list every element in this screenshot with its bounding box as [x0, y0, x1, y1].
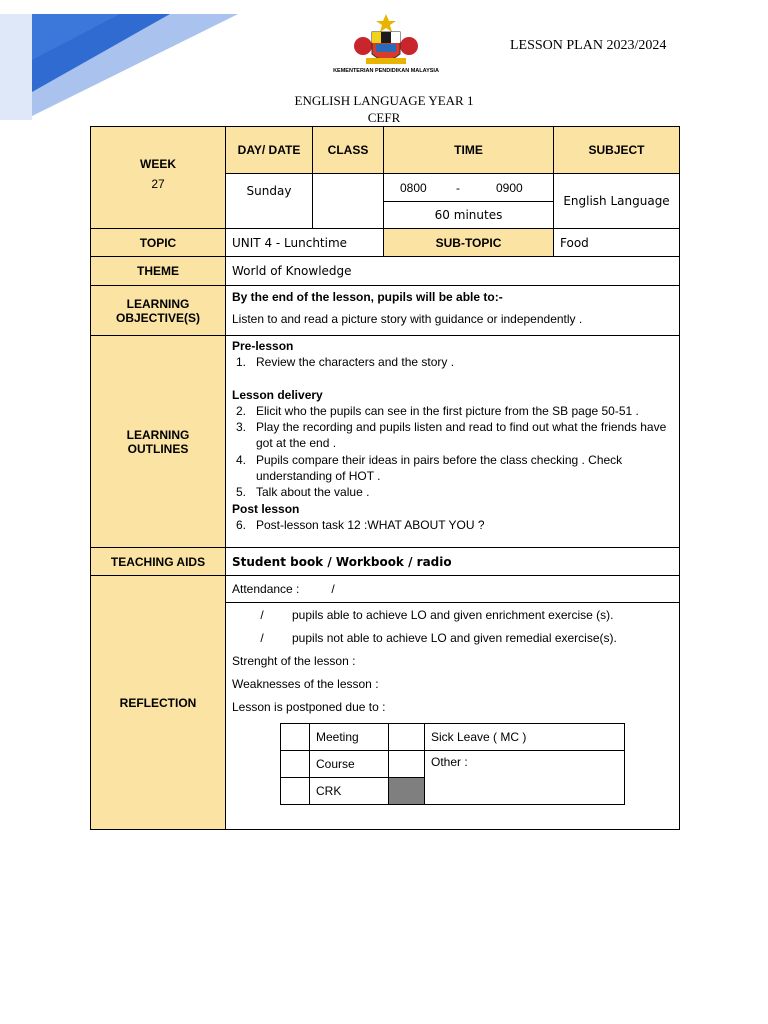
time-range	[384, 174, 554, 202]
week-label: WEEK	[140, 157, 176, 171]
list-item: 2. Elicit who the pupils can see in the first picture from the SB page 50-51 .	[236, 403, 639, 418]
post-lesson-heading: Post lesson	[232, 501, 300, 516]
list-item: 5. Talk about the value .	[236, 485, 370, 500]
reflection-label: REFLECTION	[91, 576, 226, 830]
list-item: 6. Post-lesson task 12 :WHAT ABOUT YOU ?	[236, 517, 485, 532]
list-item: 3. Play the recording and pupils listen and read to find out what the friends have got at the end .	[236, 420, 667, 451]
objectives-text: Listen to and read a picture story with guidance or independently .	[232, 312, 583, 326]
objectives-label: LEARNING OBJECTIVE(S)	[91, 286, 226, 336]
day-date-label: DAY/ DATE	[226, 127, 313, 174]
lesson-delivery-heading: Lesson delivery	[232, 387, 323, 402]
crk-option: CRK	[310, 778, 389, 805]
class-label: CLASS	[313, 127, 384, 174]
ministry-crest	[326, 12, 446, 80]
day-value: Sunday	[226, 174, 313, 229]
theme-label: THEME	[91, 257, 226, 286]
week-value: 27	[151, 177, 165, 191]
sub-topic-label: SUB-TOPIC	[384, 229, 554, 257]
sick-leave-option: Sick Leave ( MC )	[425, 724, 625, 751]
shaded-cell	[389, 778, 425, 805]
time-separator: -	[456, 180, 460, 195]
teaching-aids-label: TEACHING AIDS	[91, 548, 226, 576]
ministry-name: KEMENTERIAN PENDIDIKAN MALAYSIA	[333, 68, 439, 74]
teaching-aids-value: Student book / Workbook / radio	[226, 548, 680, 576]
lesson-plan-table	[90, 126, 680, 830]
outlines-label: LEARNING OUTLINES	[91, 336, 226, 548]
meeting-option: Meeting	[310, 724, 389, 751]
week-cell	[91, 127, 226, 229]
lesson-plan-label: LESSON PLAN 2023/2024	[510, 38, 667, 53]
strength-line: Strenght of the lesson :	[232, 654, 356, 668]
meeting-checkbox[interactable]	[281, 724, 310, 751]
sub-topic-value: Food	[554, 229, 680, 257]
subject-value: English Language	[554, 174, 680, 229]
time-label: TIME	[384, 127, 554, 174]
not-achieved-line: / pupils not able to achieve LO and given remedial exercise(s).	[260, 631, 617, 645]
objectives-heading: By the end of the lesson, pupils will be able to:-	[232, 290, 503, 304]
other-checkbox[interactable]	[389, 751, 425, 778]
list-item: 1. Review the characters and the story .	[236, 355, 455, 370]
reflection-cell	[226, 576, 680, 830]
duration-value: 60 minutes	[384, 202, 554, 229]
sick-leave-checkbox[interactable]	[389, 724, 425, 751]
postponed-reasons-table	[280, 723, 625, 805]
outlines-cell	[226, 336, 680, 548]
document-subtitle: CEFR	[367, 110, 401, 125]
time-end: 0900	[496, 180, 523, 195]
topic-value: UNIT 4 - Lunchtime	[226, 229, 384, 257]
theme-value: World of Knowledge	[226, 257, 680, 286]
time-start: 0800	[400, 180, 427, 195]
list-item: 4. Pupils compare their ideas in pairs before the class checking . Check understanding of HOT .	[236, 452, 623, 484]
course-option: Course	[310, 751, 389, 778]
subject-label: SUBJECT	[554, 127, 680, 174]
weakness-line: Weaknesses of the lesson :	[232, 677, 379, 691]
crk-checkbox[interactable]	[281, 778, 310, 805]
other-option: Other :	[425, 751, 625, 805]
pre-lesson-heading: Pre-lesson	[232, 339, 294, 353]
topic-label: TOPIC	[91, 229, 226, 257]
postponed-line: Lesson is postponed due to :	[232, 700, 386, 714]
attendance-line: Attendance : /	[226, 576, 679, 603]
course-checkbox[interactable]	[281, 751, 310, 778]
document-title: ENGLISH LANGUAGE YEAR 1	[294, 93, 474, 108]
achieved-line: / pupils able to achieve LO and given enrichment exercise (s).	[260, 608, 614, 622]
class-value	[313, 174, 384, 229]
objectives-cell	[226, 286, 680, 336]
